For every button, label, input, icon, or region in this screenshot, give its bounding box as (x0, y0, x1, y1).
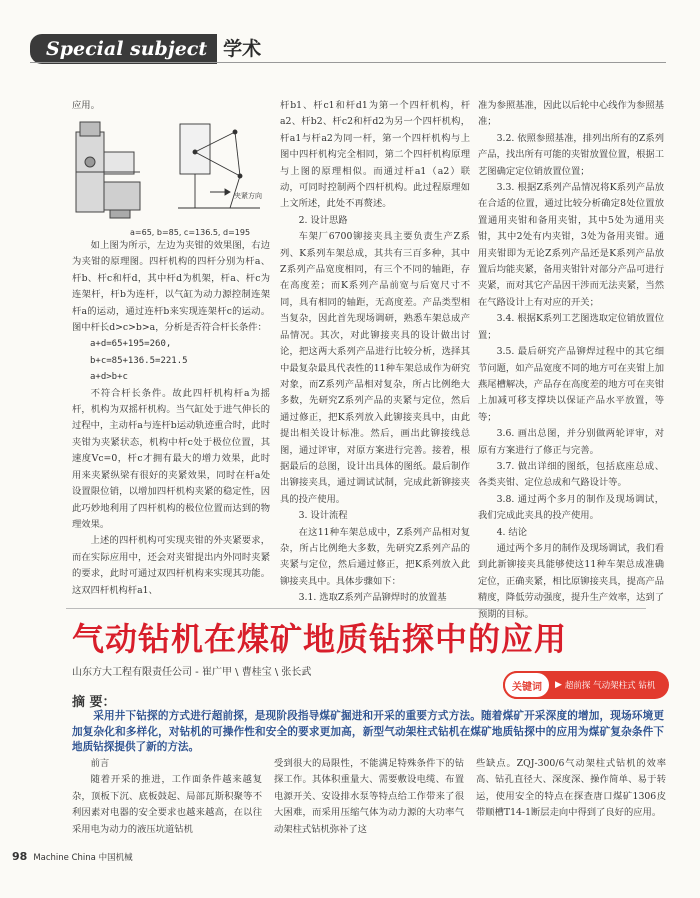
article-title: 气动钻机在煤矿地质钻探中的应用 (72, 620, 568, 658)
arrow-right-icon: ▶ (555, 680, 562, 690)
section-heading: 4. 结论 (496, 526, 528, 538)
paragraph: 通过两个多月的制作及现场调试，我们看到此新铆接夹具能够使这11种车架总成准确定位，正确夹紧，相比原铆接夹具，提高产品精度，降低劳动强度，提升生产效率，达到了预期的目标。 (478, 542, 664, 620)
figure-part-label: 夹紧方向 (234, 192, 262, 200)
paragraph: 3.1. 选取Z系列产品铆焊时的放置基 (298, 592, 447, 604)
column-4 (72, 756, 262, 838)
section-label-cn: 学术 (223, 38, 262, 60)
column-1 (72, 98, 270, 114)
paragraph: 准为参照基准，因此以后轮中心线作为参照基准； (478, 100, 664, 128)
paragraph: 上述的四杆机构可实现夹钳的外夹紧要求，而在实际应用中，还会对夹钳提出内外同时夹紧的要求，此时可通过双四杆机构来实现其功能。这双四杆机构杆a1、 (72, 535, 270, 596)
abstract-label: 摘 要： (72, 695, 116, 710)
paragraph: 应用。 (72, 100, 100, 111)
column-1-body (72, 238, 270, 599)
magazine-name: Machine China 中国机械 (33, 853, 133, 863)
column-6 (476, 756, 666, 822)
paragraph: 3.3. 根据Z系列产品情况将K系列产品放在合适的位置，通过比较分析确定8处位置放置通用夹钳和备用夹钳，其中5处为通用夹钳，其中2处有内夹钳，3处为备用夹钳。通用夹钳即为无论Z系列产品还是K系列产品放置后均能夹紧，备用夹钳针对部分产品可进行夹紧，而对其它产品因干涉而无法夹紧，当然在气路设计上有对应的开关； (478, 182, 664, 308)
keywords-label: 关键词 (503, 671, 551, 699)
page-number: 98 (12, 850, 28, 863)
section-heading: 2. 设计思路 (298, 214, 348, 226)
paragraph: 随着开采的推进，工作面条件越来越复杂，顶板下沉、底板鼓起、局部瓦斯积聚等不利因素对电器的安全要求也越来越高，在以往采用电为动力的液压坑道钻机 (72, 774, 262, 835)
paragraph: 如上图为所示，左边为夹钳的效果图，右边为夹钳的原理图。四杆机构的四杆分别为杆a、杆b、杆c和杆d，其中杆d为机架，杆a、杆c为连架杆，杆b为连杆，以气缸为动力源控制连架杆a的运动，通过连杆b来实现连架杆c的运动。图中杆长d>c>b>a，分析是否符合杆长条件： (72, 240, 270, 334)
section-label: Special subject (30, 34, 217, 64)
paragraph: 在这11种车架总成中，Z系列产品相对复杂，所占比例绝大多数，先研究Z系列产品的夹紧与定位，然后通过修正，把K系列放入此铆接夹具中。具体步骤如下： (280, 526, 470, 587)
section-header (30, 20, 261, 64)
column-2 (280, 98, 470, 607)
paragraph: 车架厂6700铆接夹具主要负责生产Z系列、K系列车架总成，其共有三百多种，其中Z系列产品宽度相同，有三个不同的轴距，存在高度差；而K系列产品前宽与后宽尺寸不同，具有相同的轴距，无高度差。产品类型相当复杂，因此首先现场调研，熟悉车架总成产品情况。其次，对此铆接夹具的设计做出讨论，把这两大系列产品进行比较分析，选择其中最复杂最具代表性的11种车架总成作为研究对象，而Z系列产品相对复杂，所占比例绝大多数，先研究Z系列产品的夹紧与定位，然后通过修正，把K系列放入此铆接夹具中，由此提出相关设计标准。然后，画出此铆接线总图，通过评审，对原方案进行完善。接着，根据最后的总图，设计出具体的图纸。最后制作出铆接夹具，通过调试试制，完成此新铆接夹具的投产使用。 (280, 231, 470, 505)
column-5 (274, 756, 464, 838)
page-footer (12, 850, 133, 863)
paragraph: 3.6. 画出总图，并分别做两轮评审，对原有方案进行了修正与完善。 (478, 428, 664, 456)
paragraph: 些缺点。ZQJ-300/6气动架柱式钻机的效率高、钻孔直径大、深度深、操作简单、易于转运，使用安全的特点在探查唐口煤矿1306皮带顺槽T14-1断层走向中得到了良好的应用。 (476, 758, 666, 819)
paragraph: 受到很大的局限性，不能满足特殊条件下的钻探工作。其体积重量大、需要敷设电缆、布置电源开关、安设排水泵等特点给工作带来了很大困难，而采用压缩气体为动力源的大功率气动架柱式钻机弥补了这 (274, 758, 464, 835)
paragraph: 杆b1、杆c1和杆d1为第一个四杆机构，杆a2、杆b2、杆c2和杆d2为另一个四杆机构，杆a1与杆a2为同一杆，第一个四杆机构与上图中四杆机构完全相同，第二个四杆机构原理与上图的原理相似。而通过杆a1（a2）联动，可同时控制两个四杆机构。此过程原理如上文所述，此处不再赘述。 (280, 100, 470, 210)
header-divider (30, 62, 666, 63)
abstract-text: 采用井下钻探的方式进行超前探，是现阶段指导煤矿掘进和开采的重要方式方法。随着煤矿开采深度的增加，现场环境更加复杂化和多样化，对钻机的可操作性和安全的要求更加高，新型气动架柱式钻机在煤矿地质钻探中的应用为煤矿复杂条件下地质钻探提供了新的方法。 (72, 710, 664, 753)
clamp-figure (70, 112, 280, 230)
paragraph: 3.5. 最后研究产品铆焊过程中的其它细节问题，如产品宽度不同的地方可在夹钳上加燕尾槽解决，产品存在高度差的地方可在夹钳上加减可移支撑块以保证产品水平放置，等等； (478, 346, 664, 423)
column-3 (478, 98, 664, 623)
keywords-badge (503, 671, 669, 699)
clamp-3d-render (76, 122, 140, 218)
paragraph: 3.7. 做出详细的图纸，包括底座总成、各类夹钳、定位总成和气路设计等。 (478, 460, 664, 489)
keywords-text: 超前探 气动架柱式 钻机 (564, 681, 656, 691)
figure-caption: a=65, b=85, c=136.5, d=195 (130, 228, 251, 237)
paragraph: 3.8. 通过两个多月的制作及现场调试，我们完成此夹具的投产使用。 (478, 493, 664, 522)
article-authors: 山东方大工程有限责任公司 - 崔广甲 \ 曹桂宝 \ 张长武 (72, 667, 312, 678)
paragraph: 3.4. 根据K系列工艺图选取定位销放置位置； (478, 313, 664, 341)
formula: b+c=85+136.5=221.5 (90, 355, 188, 366)
section-heading: 3. 设计流程 (298, 510, 348, 522)
section-heading: 前言 (90, 758, 110, 769)
formula: a+d=65+195=260, (90, 339, 172, 350)
paragraph: 不符合杆长条件。故此四杆机构杆a为摇杆，机构为双摇杆机构。当气缸处于进气伸长的过程中，主动杆a与连杆b运动轨迹重合时，此时夹钳为夹紧状态，机构中杆c处于极位位置，其速度Vc=0，杆c才拥有最大的增力效果，此时用来夹紧纵梁有很好的夹紧效果，同时在杆a处设置限位销，以增加四杆机构夹紧的稳定性，因此巧妙地利用了四杆机构的极位位置而达到的物理效果。 (72, 387, 270, 530)
paragraph: 3.2. 依照参照基准，排列出所有的Z系列产品，找出所有可能的夹钳放置位置，根据工艺图确定定位销放置位置； (478, 132, 664, 177)
formula: a+d>b+c (90, 372, 128, 383)
